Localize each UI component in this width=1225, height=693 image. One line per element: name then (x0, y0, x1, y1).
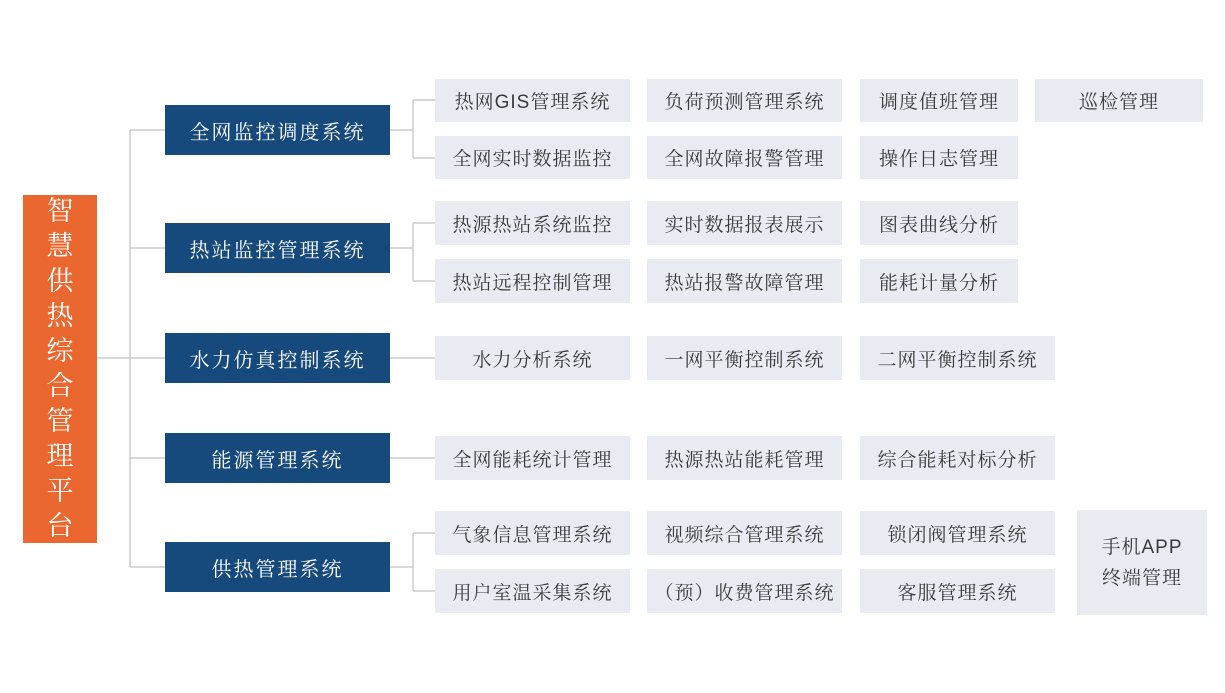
subsystem-tile: 水力分析系统 (435, 336, 630, 380)
subsystem-tile: 巡检管理 (1035, 79, 1203, 122)
connector-bracket-2 (390, 223, 435, 281)
platform-title-char: 管 (46, 406, 74, 436)
platform-title-char: 理 (46, 441, 74, 471)
subsystem-tile: 实时数据报表展示 (647, 201, 842, 245)
subsystem-tile: 图表曲线分析 (860, 201, 1018, 245)
system-box-station-monitoring: 热站监控管理系统 (165, 223, 390, 273)
mobile-app-line-1: 手机APP (1101, 536, 1183, 558)
platform-title-char: 慧 (46, 231, 74, 261)
subsystem-tile: 热源热站系统监控 (435, 201, 630, 245)
system-box-energy-management: 能源管理系统 (165, 433, 390, 483)
subsystem-tile: 用户室温采集系统 (435, 569, 630, 613)
connector-bracket-1 (390, 100, 435, 158)
system-box-hydraulic-simulation: 水力仿真控制系统 (165, 333, 390, 383)
subsystem-tile: 热站远程控制管理 (435, 259, 630, 303)
mobile-app-line-2: 终端管理 (1101, 567, 1182, 589)
platform-title-char: 平 (46, 476, 74, 506)
subsystem-tile: 一网平衡控制系统 (647, 336, 842, 380)
platform-title-char: 智 (46, 196, 74, 226)
platform-title-char: 供 (46, 266, 74, 296)
subsystem-tile: 综合能耗对标分析 (860, 436, 1055, 480)
subsystem-tile: 全网能耗统计管理 (435, 436, 630, 480)
subsystem-tile: 热站报警故障管理 (647, 259, 842, 303)
system-box-heating-management: 供热管理系统 (165, 542, 390, 592)
subsystem-tile: 气象信息管理系统 (435, 511, 630, 555)
subsystem-tile: 锁闭阀管理系统 (860, 511, 1055, 555)
subsystem-tile: 二网平衡控制系统 (860, 336, 1055, 380)
connector-bracket-5 (390, 533, 435, 591)
subsystem-tile: 视频综合管理系统 (647, 511, 842, 555)
subsystem-tile: 热源热站能耗管理 (647, 436, 842, 480)
subsystem-tile: 负荷预测管理系统 (647, 79, 842, 122)
platform-title-char: 综 (46, 336, 74, 366)
subsystem-tile: 热网GIS管理系统 (435, 79, 630, 122)
subsystem-tile-mobile-app (1077, 510, 1207, 615)
platform-box (23, 195, 97, 543)
subsystem-tile: 客服管理系统 (860, 569, 1055, 613)
subsystem-tile: 全网实时数据监控 (435, 136, 630, 179)
subsystem-tile: 操作日志管理 (860, 136, 1018, 179)
subsystem-tile: 全网故障报警管理 (647, 136, 842, 179)
subsystem-tile: （预）收费管理系统 (647, 569, 842, 613)
system-box-network-dispatch: 全网监控调度系统 (165, 105, 390, 155)
platform-title-char: 合 (46, 371, 74, 401)
subsystem-tile: 能耗计量分析 (860, 259, 1018, 303)
subsystem-tile: 调度值班管理 (860, 79, 1018, 122)
platform-title-char: 热 (46, 301, 74, 331)
platform-title-char: 台 (46, 511, 74, 541)
